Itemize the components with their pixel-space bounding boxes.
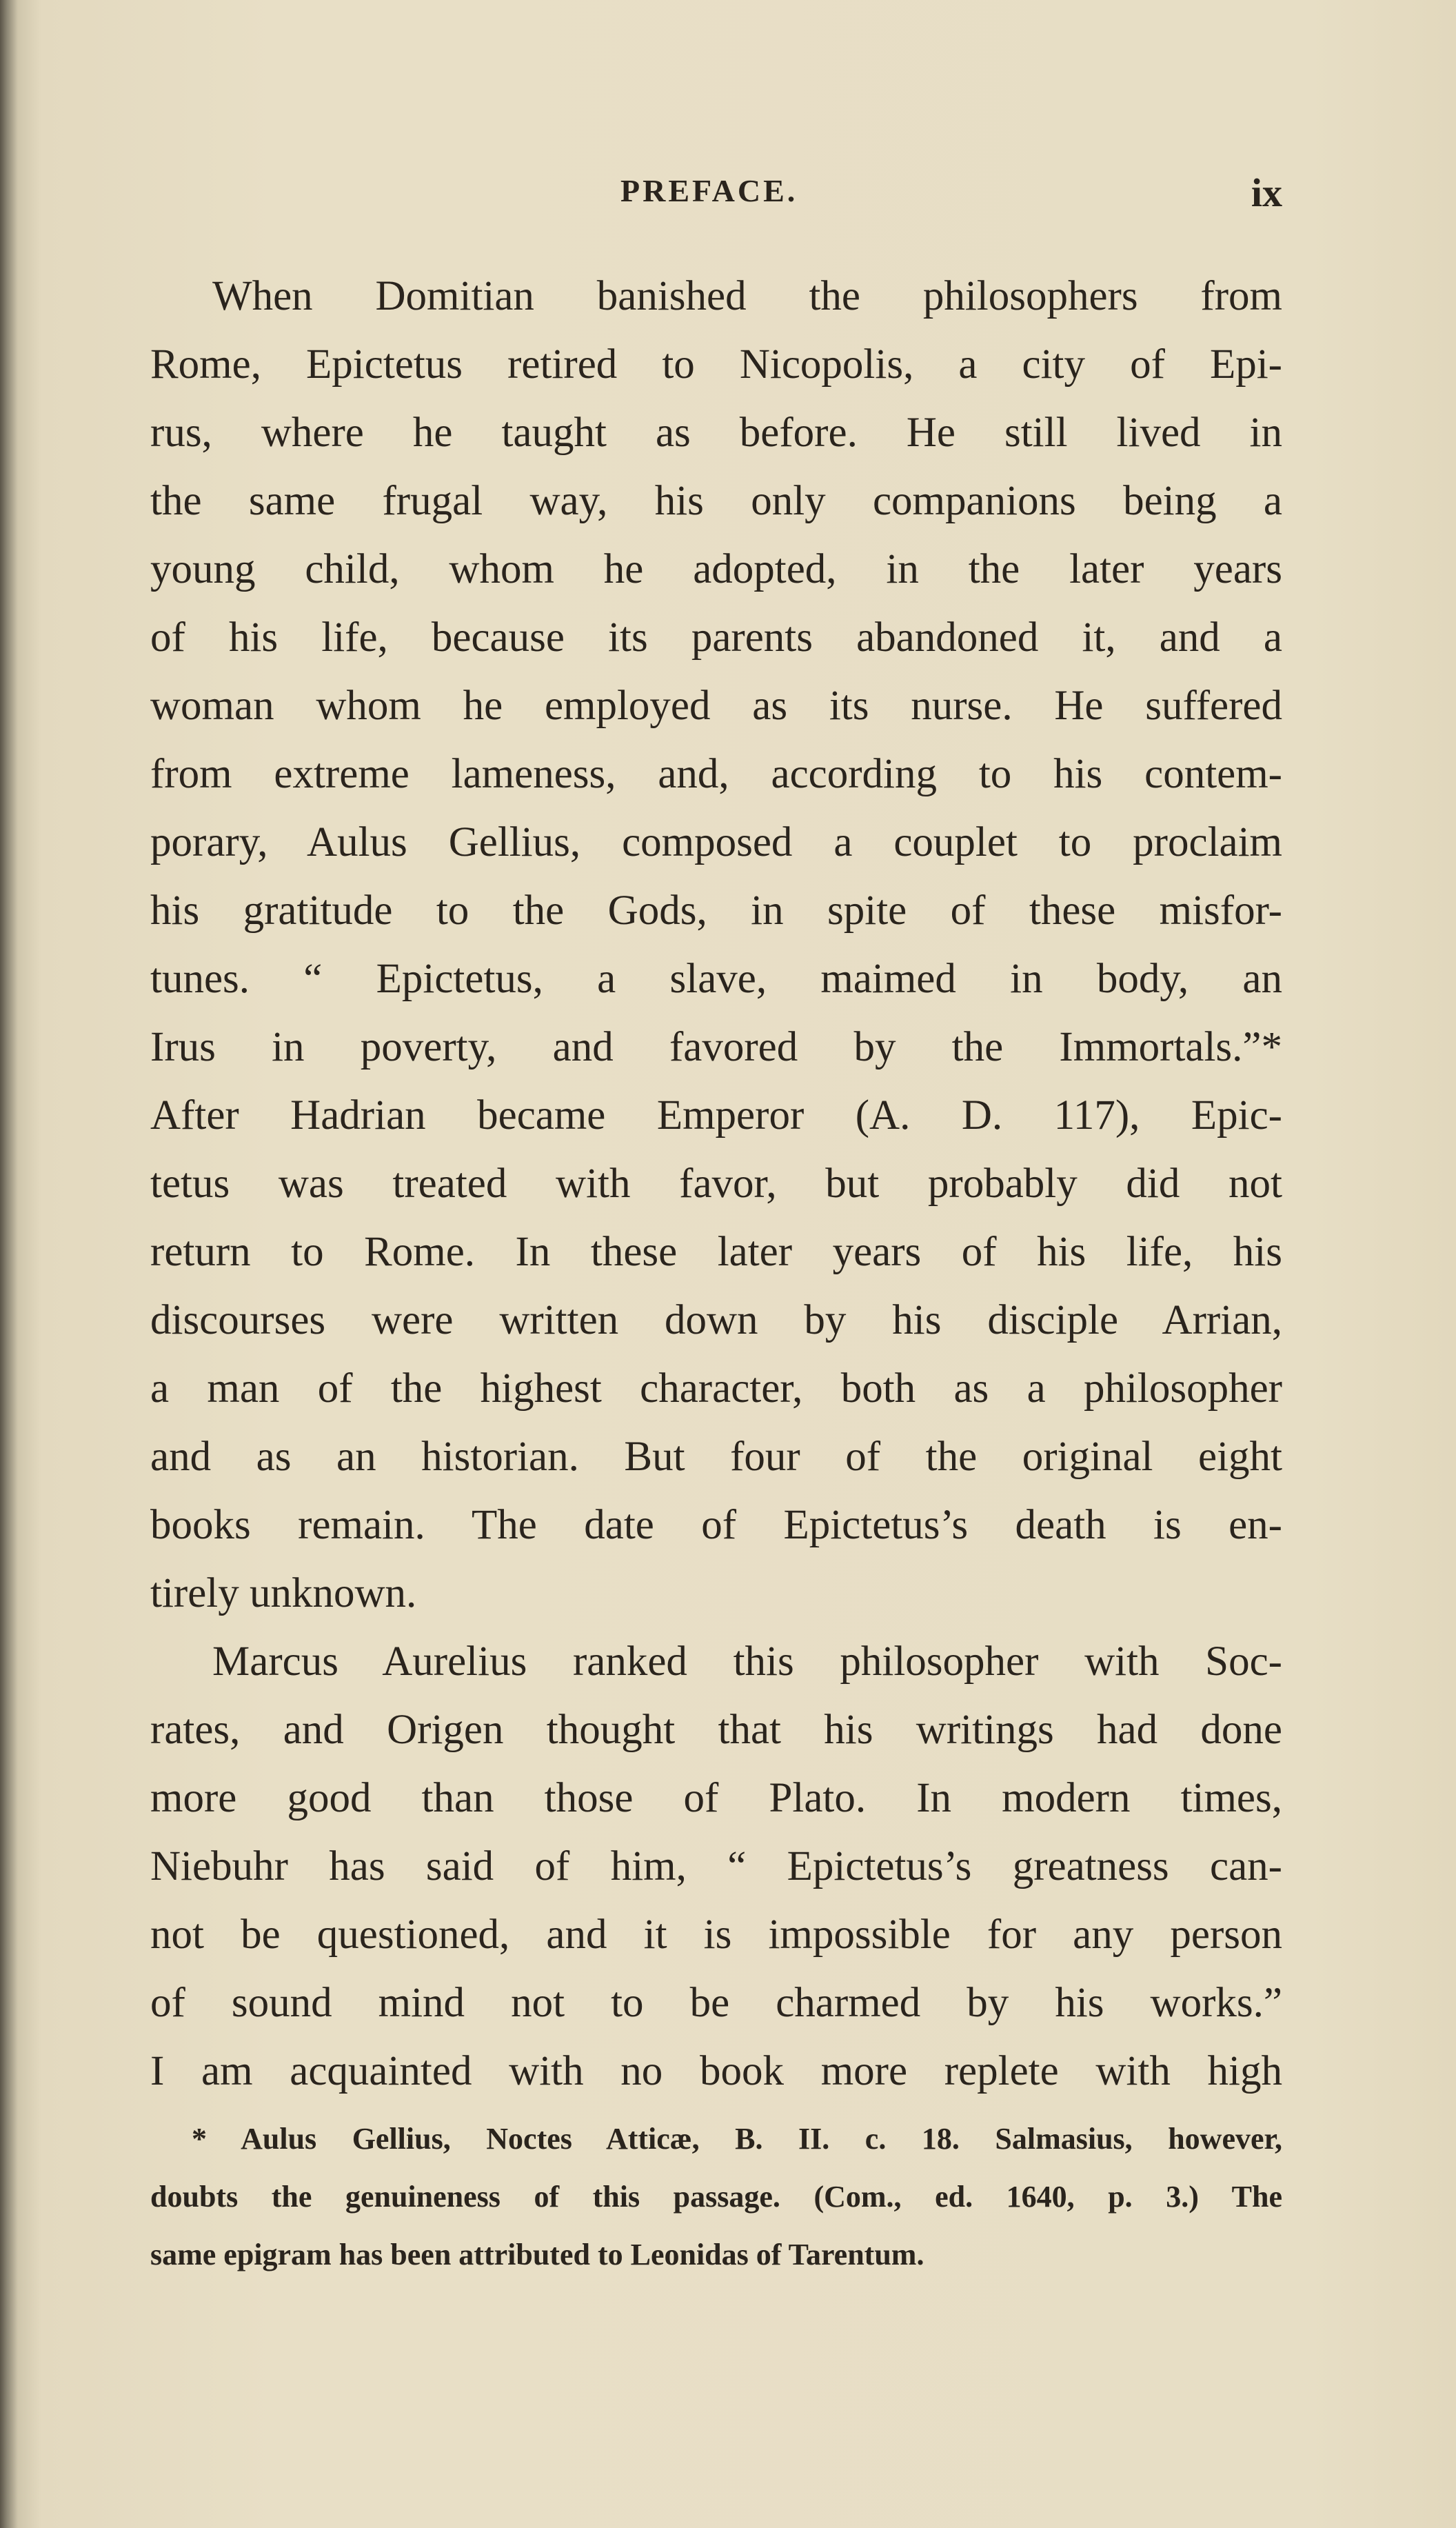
text-line: rus, where he taught as before. He still lived in bbox=[150, 410, 1282, 456]
text-line: not be questioned, and it is impossible for any person bbox=[150, 1912, 1282, 1958]
text-line: and as an historian. But four of the original eight bbox=[150, 1434, 1282, 1480]
text-line: discourses were written down by his disciple Arrian, bbox=[150, 1297, 1282, 1343]
text-line: Rome, Epictetus retired to Nicopolis, a city of Epi- bbox=[150, 341, 1282, 388]
footnote-line: same epigram has been attributed to Leonidas of Tarentum. bbox=[150, 2238, 924, 2271]
text-line: Irus in poverty, and favored by the Immortals.”* bbox=[150, 1024, 1282, 1070]
text-line: the same frugal way, his only companions being a bbox=[150, 478, 1282, 524]
text-line: tetus was treated with favor, but probably did not bbox=[150, 1161, 1282, 1207]
body-text bbox=[150, 262, 1282, 2105]
running-title: PREFACE. bbox=[620, 173, 798, 208]
footnote bbox=[150, 2110, 1282, 2284]
text-line: from extreme lameness, and, according to his contem- bbox=[150, 751, 1282, 797]
text-line: Marcus Aurelius ranked this philosopher with Soc- bbox=[212, 1638, 1282, 1685]
text-line: a man of the highest character, both as a philosopher bbox=[150, 1365, 1282, 1412]
text-line: porary, Aulus Gellius, composed a couplet to proclaim bbox=[150, 819, 1282, 865]
text-line: When Domitian banished the philosophers from bbox=[212, 273, 1282, 319]
text-line: more good than those of Plato. In modern times, bbox=[150, 1775, 1282, 1821]
text-line: I am acquainted with no book more replete with high bbox=[150, 2048, 1282, 2094]
text-line: books remain. The date of Epictetus’s death is en- bbox=[150, 1502, 1282, 1548]
text-line: of sound mind not to be charmed by his works.” bbox=[150, 1980, 1282, 2026]
page-number: ix bbox=[1251, 170, 1282, 215]
running-head bbox=[207, 172, 1282, 221]
footnote-line: * Aulus Gellius, Noctes Atticæ, B. II. c. 18. Salmasius, however, bbox=[192, 2122, 1282, 2156]
text-line: return to Rome. In these later years of his life, his bbox=[150, 1229, 1282, 1275]
text-line: young child, whom he adopted, in the later years bbox=[150, 546, 1282, 592]
text-line: his gratitude to the Gods, in spite of these misfor- bbox=[150, 887, 1282, 934]
text-line: rates, and Origen thought that his writings had done bbox=[150, 1707, 1282, 1753]
text-line: Niebuhr has said of him, “ Epictetus’s greatness can- bbox=[150, 1843, 1282, 1889]
text-line: woman whom he employed as its nurse. He suffered bbox=[150, 683, 1282, 729]
footnote-line: doubts the genuineness of this passage. (Com., ed. 1640, p. 3.) The bbox=[150, 2180, 1282, 2214]
text-line: tunes. “ Epictetus, a slave, maimed in body, an bbox=[150, 956, 1282, 1002]
text-line: tirely unknown. bbox=[150, 1570, 417, 1616]
text-line: of his life, because its parents abandoned it, and a bbox=[150, 614, 1282, 661]
text-line: After Hadrian became Emperor (A. D. 117), Epic- bbox=[150, 1092, 1282, 1138]
